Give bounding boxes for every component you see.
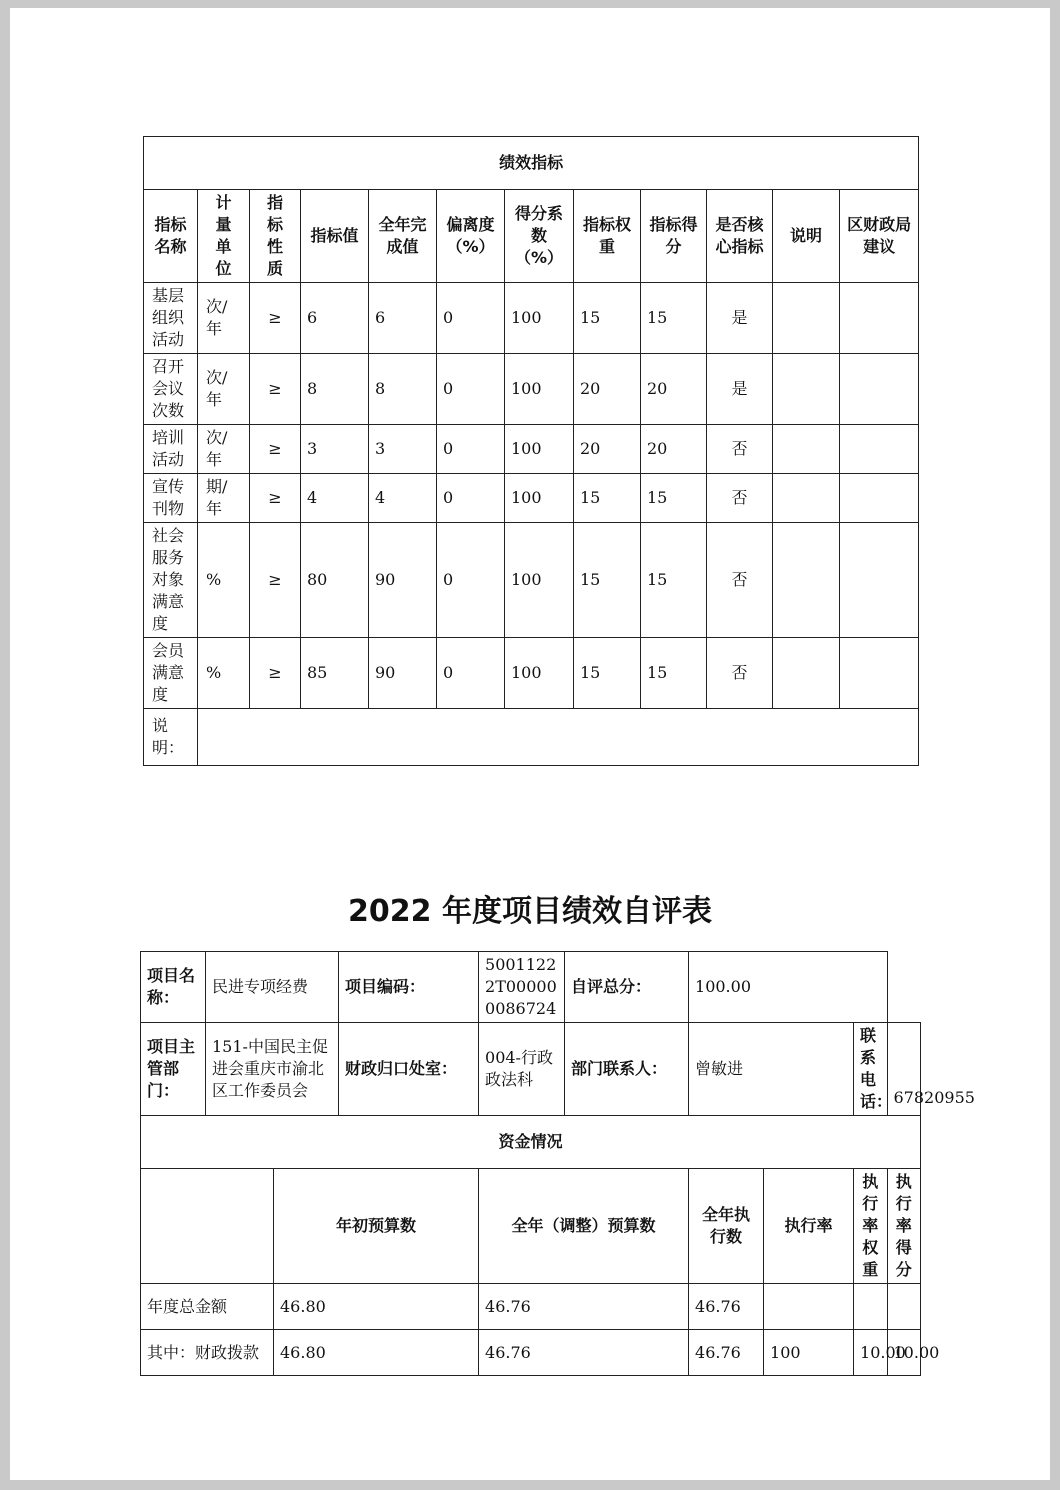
self-score-label: 自评总分：	[565, 952, 689, 1023]
table-cell: 15	[641, 283, 707, 354]
table-cell: %	[198, 638, 250, 709]
table-cell: 3	[369, 425, 437, 474]
column-header: 指标值	[301, 190, 369, 283]
table-cell: 20	[574, 425, 641, 474]
table-row	[144, 638, 919, 709]
table-cell: 8	[301, 354, 369, 425]
table-cell	[773, 638, 840, 709]
table-cell: 8	[369, 354, 437, 425]
table-row	[144, 425, 919, 474]
table-cell	[773, 283, 840, 354]
table-cell: 社会服务对象满意度	[144, 523, 198, 638]
header-row	[144, 190, 919, 283]
table-cell: 0	[437, 638, 505, 709]
performance-heading: 绩效指标	[144, 137, 919, 190]
column-header: 区财政局建议	[840, 190, 919, 283]
page-title: 2022 年度项目绩效自评表	[348, 894, 712, 929]
table-cell	[840, 425, 919, 474]
table-cell: 100	[505, 354, 574, 425]
funds-cell: 年度总金额	[141, 1284, 274, 1330]
table-cell: 否	[707, 474, 773, 523]
table-cell: 3	[301, 425, 369, 474]
funds-column-header: 执行率得分	[887, 1169, 921, 1284]
funds-row	[141, 1284, 921, 1330]
funds-column-header: 执行率权重	[854, 1169, 887, 1284]
funds-cell	[854, 1284, 887, 1330]
project-self-evaluation-table	[140, 951, 975, 1376]
table-cell: 否	[707, 638, 773, 709]
table-cell: 0	[437, 354, 505, 425]
table-cell: 0	[437, 425, 505, 474]
note-label: 说明：	[144, 709, 198, 766]
contact-label: 部门联系人：	[565, 1023, 689, 1116]
table-cell: 0	[437, 474, 505, 523]
table-cell: ≥	[250, 283, 301, 354]
project-name-label: 项目名称：	[141, 952, 206, 1023]
project-code-label: 项目编码：	[339, 952, 479, 1023]
table-cell: 15	[641, 523, 707, 638]
table-cell: 否	[707, 523, 773, 638]
funds-cell: 10.00	[887, 1330, 921, 1376]
column-header: 指标名称	[144, 190, 198, 283]
table-cell: 15	[641, 638, 707, 709]
funds-cell: 46.76	[479, 1330, 689, 1376]
table-cell: 15	[574, 283, 641, 354]
table-cell: ≥	[250, 523, 301, 638]
table-cell: 85	[301, 638, 369, 709]
phone-label: 联系电话：	[854, 1023, 887, 1116]
table-cell: 6	[369, 283, 437, 354]
table-cell: 100	[505, 425, 574, 474]
table-cell: 次/年	[198, 425, 250, 474]
funds-column-header: 全年（调整）预算数	[479, 1169, 689, 1284]
funds-cell: 46.76	[689, 1284, 764, 1330]
table-cell: 0	[437, 283, 505, 354]
table-cell: 100	[505, 638, 574, 709]
self-score-value: 100.00	[689, 952, 887, 1023]
funds-column-header: 年初预算数	[274, 1169, 479, 1284]
column-header: 指标得分	[641, 190, 707, 283]
table-cell: ≥	[250, 354, 301, 425]
column-header: 说明	[773, 190, 840, 283]
note-row	[144, 709, 919, 766]
table-cell: 基层组织活动	[144, 283, 198, 354]
table-cell	[840, 354, 919, 425]
performance-indicator-table	[143, 136, 919, 766]
funds-cell: 其中：财政拨款	[141, 1330, 274, 1376]
table-cell: 期/年	[198, 474, 250, 523]
funds-cell: 46.80	[274, 1330, 479, 1376]
office-label: 财政归口处室：	[339, 1023, 479, 1116]
funds-cell: 46.80	[274, 1284, 479, 1330]
table-cell: 100	[505, 523, 574, 638]
table-cell: ≥	[250, 474, 301, 523]
table-cell	[840, 283, 919, 354]
table-cell: 4	[369, 474, 437, 523]
column-header: 是否核心指标	[707, 190, 773, 283]
table-cell: 15	[641, 474, 707, 523]
table-cell	[840, 474, 919, 523]
funds-header-row	[141, 1169, 921, 1284]
table-cell: 6	[301, 283, 369, 354]
table-cell: 否	[707, 425, 773, 474]
project-code-value: 50011222T000000086724	[479, 952, 565, 1023]
funds-cell: 100	[764, 1330, 854, 1376]
column-header: 指标权重	[574, 190, 641, 283]
table-cell: 15	[574, 523, 641, 638]
funds-column-header	[141, 1169, 274, 1284]
table-cell: 4	[301, 474, 369, 523]
funds-cell: 46.76	[479, 1284, 689, 1330]
table-cell: 0	[437, 523, 505, 638]
table-cell: ≥	[250, 425, 301, 474]
funds-heading-row	[141, 1116, 921, 1169]
contact-value: 曾敏进	[689, 1023, 854, 1116]
table-cell: 100	[505, 283, 574, 354]
column-header: 偏离度（%）	[437, 190, 505, 283]
column-header: 指标性质	[250, 190, 301, 283]
funds-cell: 10.00	[854, 1330, 887, 1376]
table-cell: 15	[574, 474, 641, 523]
note-value	[198, 709, 919, 766]
table-row	[144, 283, 919, 354]
table-cell	[840, 523, 919, 638]
table-cell: 宣传刊物	[144, 474, 198, 523]
table-cell	[840, 638, 919, 709]
phone-value: 67820955	[887, 1023, 921, 1116]
table-cell: ≥	[250, 638, 301, 709]
funds-column-header: 全年执行数	[689, 1169, 764, 1284]
table-cell: 会员满意度	[144, 638, 198, 709]
table-cell: 90	[369, 638, 437, 709]
column-header: 计量单位	[198, 190, 250, 283]
dept-value: 151-中国民主促进会重庆市渝北区工作委员会	[206, 1023, 339, 1116]
table-cell: 20	[641, 354, 707, 425]
table-row	[144, 354, 919, 425]
column-header: 全年完成值	[369, 190, 437, 283]
funds-cell	[764, 1284, 854, 1330]
table-cell: 100	[505, 474, 574, 523]
table-cell: 90	[369, 523, 437, 638]
document-page	[10, 8, 1050, 1480]
office-value: 004-行政政法科	[479, 1023, 565, 1116]
table-row	[144, 474, 919, 523]
table-cell	[773, 354, 840, 425]
table-cell	[773, 425, 840, 474]
column-header: 得分系数（%）	[505, 190, 574, 283]
funds-row	[141, 1330, 921, 1376]
funds-cell: 46.76	[689, 1330, 764, 1376]
dept-label: 项目主管部门：	[141, 1023, 206, 1116]
funds-cell	[887, 1284, 921, 1330]
project-name-value: 民进专项经费	[206, 952, 339, 1023]
table-cell: 80	[301, 523, 369, 638]
table-row	[144, 523, 919, 638]
table-cell: 是	[707, 354, 773, 425]
table-cell: %	[198, 523, 250, 638]
table-cell	[773, 474, 840, 523]
table-cell	[773, 523, 840, 638]
funds-column-header: 执行率	[764, 1169, 854, 1284]
table-cell: 次/年	[198, 354, 250, 425]
table-cell: 次/年	[198, 283, 250, 354]
table-cell: 20	[641, 425, 707, 474]
funds-heading: 资金情况	[141, 1116, 921, 1169]
table-cell: 20	[574, 354, 641, 425]
table-cell: 15	[574, 638, 641, 709]
table-cell: 是	[707, 283, 773, 354]
table-cell: 培训活动	[144, 425, 198, 474]
table-cell: 召开会议次数	[144, 354, 198, 425]
